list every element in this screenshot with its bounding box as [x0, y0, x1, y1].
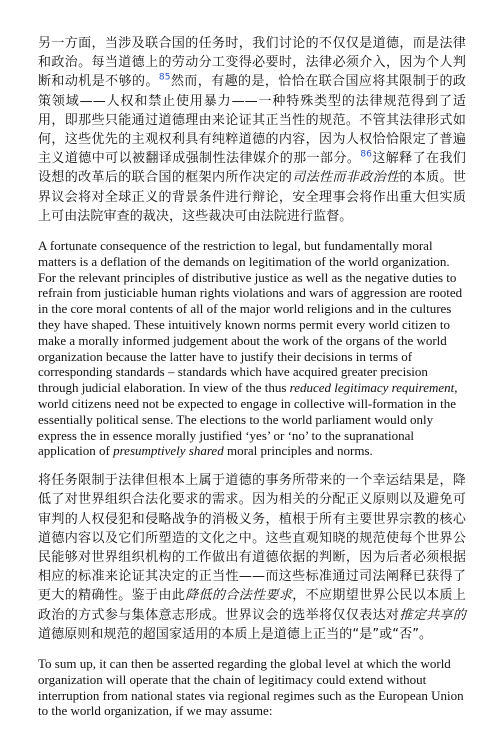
footnote-link-86[interactable]: 86	[360, 149, 372, 160]
emphasis-text: 推定共享的	[399, 607, 466, 623]
text-run: , world citizens need not be expected to engage in collective will-formation in the essentially political sense. The elections to the world parliament would only express the in essence morally justified ‘yes’ or ‘no’ to the supranational application of	[38, 380, 458, 459]
document-page	[38, 34, 466, 731]
chinese-paragraph-2	[38, 471, 466, 644]
text-run: 另一方面，当涉及联合国的任务时，我们讨论的不仅仅是道德，而是法律和政治。每当道德上的劳动分工变得必要时，法律必须介入，因为个人判断和动机是不够的。	[38, 36, 466, 90]
emphasis-text: 司法性而非政治性	[292, 170, 400, 186]
text-run: 然而，有趣的是，恰恰在联合国应将其限制于的政策领域——人权和禁止使用暴力——一种特殊类型的法律规范得到了适用，即那些只能通过道德理由来论证其正当性的规范。不管其法律形式如何，这些优先的主观权利具有纯粹道德的内容，因为人权恰恰限定了普遍主义道德中可以被翻译成强制性法律媒介的那一部分。	[38, 74, 466, 167]
text-run: 将任务限制于法律但根本上属于道德的事务所带来的一个幸运结果是，降低了对世界组织合法化要求的需求。因为相关的分配正义原则以及避免可审判的人权侵犯和侵略战争的消极义务，植根于所有主要世界宗教的核心道德内容以及它们所塑造的文化之中。这些直观知晓的规范使每个世界公民能够对世界组织机构的工作做出有道德依据的判断，因为后者必须根据相应的标准来论证其决定的正当性——而这些标准通过司法阐释已获得了更大的精确性。鉴于由此	[38, 473, 466, 604]
text-run: moral principles and norms.	[223, 443, 373, 459]
english-paragraph-1	[38, 238, 466, 459]
text-run: 道德原则和规范的超国家适用的本质上是道德上正当的“是”或“否”。	[38, 626, 433, 642]
chinese-paragraph-1	[38, 34, 466, 226]
emphasis-text: 降低的合法性要求	[185, 588, 293, 604]
text-run: 的本质。世界议会将对全球正义的背景条件进行辩论，安全理事会将作出重大但实质上可由法院审查的裁决，这些裁决可由法院进行监督。	[38, 170, 466, 224]
emphasis-text: presumptively shared	[113, 443, 224, 459]
text-run: 这解释了在我们设想的改革后的联合国的框架内所作决定的	[38, 151, 466, 186]
footnote-link-85[interactable]: 85	[158, 73, 171, 84]
text-run: To sum up, it can then be asserted regarding the global level at which the world organization will operate that the chain of legitimacy could extend without interruption from national states via regional regimes such as the European Union to the world organization, if we may assume:	[38, 656, 464, 719]
emphasis-text: reduced legitimacy requirement	[289, 380, 455, 396]
english-paragraph-2	[38, 656, 466, 719]
text-run: ，不应期望世界公民以本质上政治的方式参与集体意志形成。世界议会的选举将仅仅表达对	[38, 588, 466, 623]
text-run: A fortunate consequence of the restriction to legal, but fundamentally moral matters is a deflation of the demands on legitimation of the world organization. For the relevant principles of distributive justice as well as the negative duties to refrain from justiciable human rights violations and wars of aggression are rooted in the core moral contents of all of the major world religions and in the cultures they have shaped. These intuitively known norms permit every world citizen to make a morally informed judgement about the work of the organs of the world organization because the latter have to justify their decisions in terms of corresponding standards – standards which have acquired greater precision through judicial elaboration. In view of the thus	[38, 238, 463, 396]
